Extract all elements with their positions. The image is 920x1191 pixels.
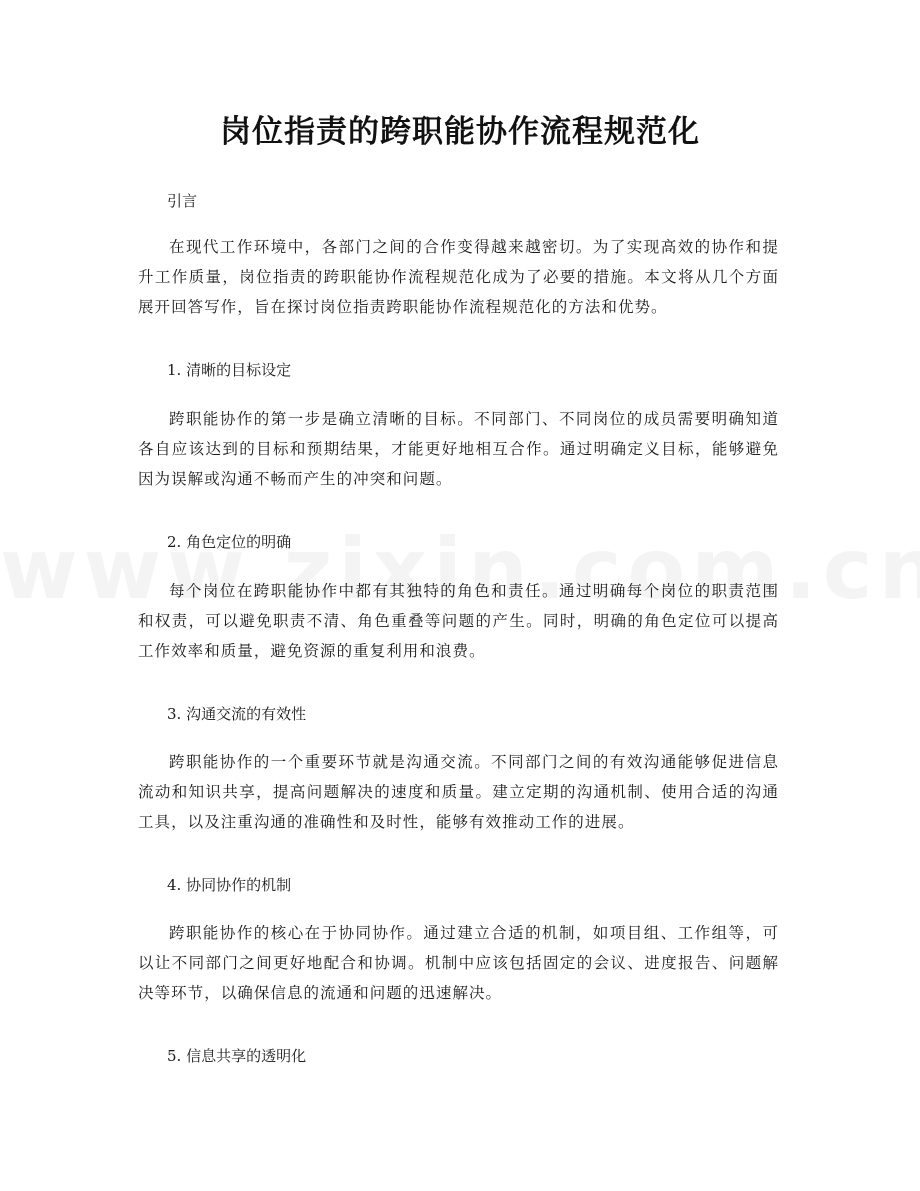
section-paragraph-3: 跨职能协作的一个重要环节就是沟通交流。不同部门之间的有效沟通能够促进信息流动和知识共享，提高问题解决的速度和质量。建立定期的沟通机制、使用合适的沟通工具，以及注重沟通的准确性和及时性，能够有效推动工作的进展。 bbox=[138, 753, 779, 831]
section-paragraph-1: 跨职能协作的第一步是确立清晰的目标。不同部门、不同岗位的成员需要明确知道各自应该达到的目标和预期结果，才能更好地相互合作。通过明确定义目标，能够避免因为误解或沟通不畅而产生的冲突和问题。 bbox=[138, 410, 779, 488]
document-title: 岗位指责的跨职能协作流程规范化 bbox=[220, 114, 700, 150]
section-heading-4: 4. 协同协作的机制 bbox=[167, 876, 292, 894]
section-heading-2: 2. 角色定位的明确 bbox=[167, 533, 292, 551]
intro-paragraph: 在现代工作环境中，各部门之间的合作变得越来越密切。为了实现高效的协作和提升工作质量，岗位指责的跨职能协作流程规范化成为了必要的措施。本文将从几个方面展开回答写作，旨在探讨岗位指责跨职能协作流程规范化的方法和优势。 bbox=[138, 238, 779, 316]
intro-heading: 引言 bbox=[167, 192, 198, 210]
section-heading-5: 5. 信息共享的透明化 bbox=[167, 1047, 307, 1065]
section-paragraph-2: 每个岗位在跨职能协作中都有其独特的角色和责任。通过明确每个岗位的职责范围和权责，可以避免职责不清、角色重叠等问题的产生。同时，明确的角色定位可以提高工作效率和质量，避免资源的重复利用和浪费。 bbox=[138, 582, 779, 660]
section-heading-1: 1. 清晰的目标设定 bbox=[167, 361, 292, 379]
section-heading-3: 3. 沟通交流的有效性 bbox=[167, 705, 307, 723]
section-paragraph-4: 跨职能协作的核心在于协同协作。通过建立合适的机制，如项目组、工作组等，可以让不同部门之间更好地配合和协调。机制中应该包括固定的会议、进度报告、问题解决等环节，以确保信息的流通和问题的迅速解决。 bbox=[138, 924, 779, 1002]
